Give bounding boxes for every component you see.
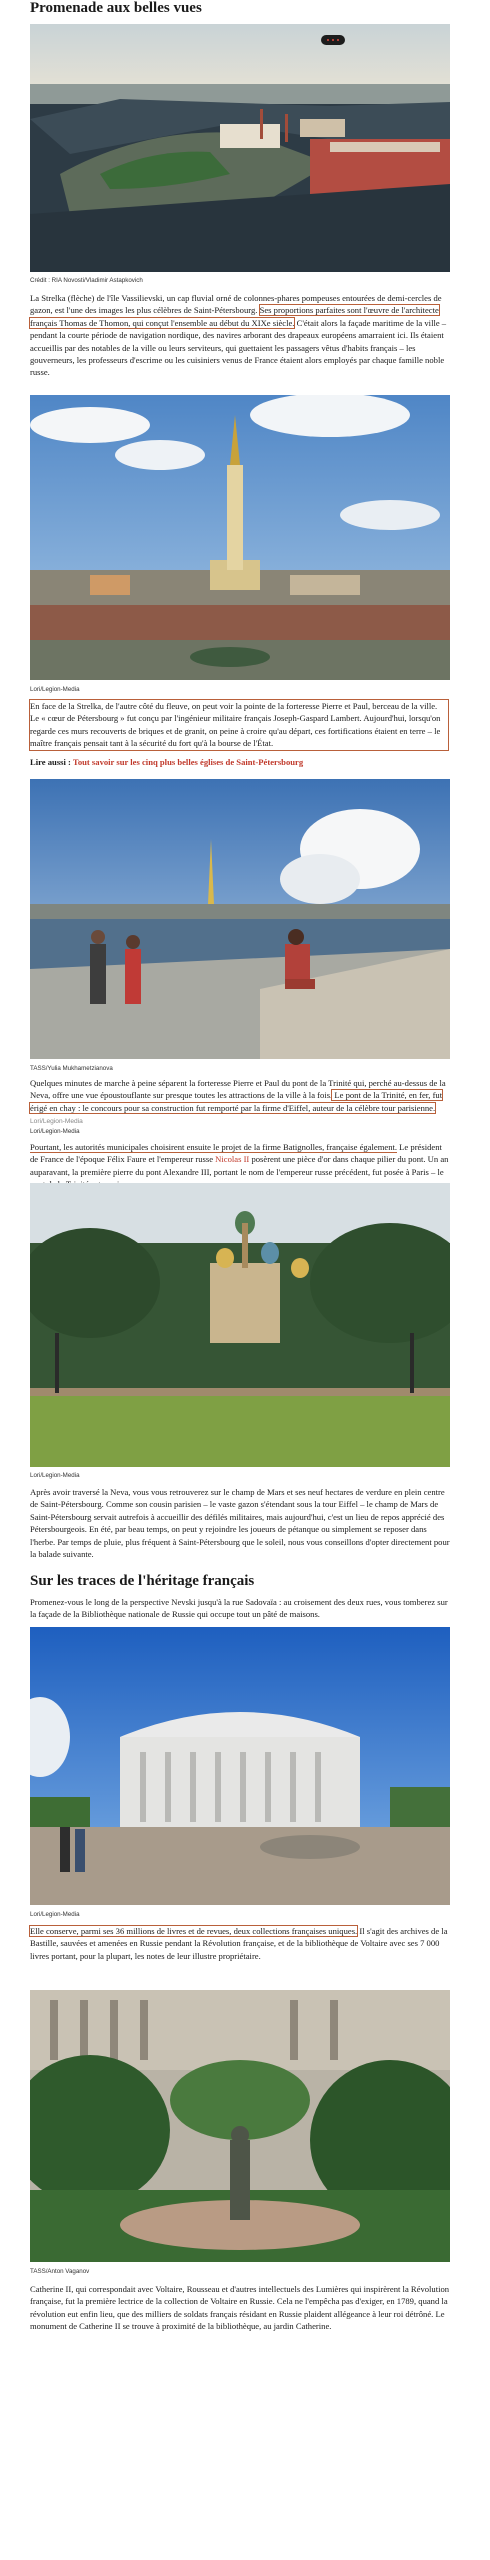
paragraph-collections: Elle conserve, parmi ses 36 millions de livres et de revues, deux collections françaises uniques. Il s'agit des archives de la Bastille, sauvées et amenées en Russie pendant la Révolution française, et de la bibliothèque de Voltaire avec ses 7 000 livres portant, pour la plupart, les notes de leur illustre propriétaire. <box>30 1926 448 1961</box>
photo-credit: Lori/Legion-Media <box>30 1911 80 1918</box>
paragraph-nevsky: Promenez-vous le long de la perspective Nevski jusqu'à la rue Sadovaïa : au croisement des deux rues, vous tomberez sur la façade de la Bibliothèque nationale de Russie qui occupe tout un pâté de maisons. <box>30 1597 448 1620</box>
section-title-promenade: Promenade aux belles vues <box>30 0 202 16</box>
highlight-collections: Elle conserve, parmi ses 36 millions de livres et de revues, deux collections françaises uniques. <box>30 1926 358 1936</box>
photo-credit: Lori/Legion-Media <box>30 686 80 693</box>
read-also-link[interactable]: Tout savoir sur les cinq plus belles églises de Saint-Pétersbourg <box>72 757 304 767</box>
photo-fortress <box>30 395 450 680</box>
photo-credit: Crédit : RIA Novosti/Vladimir Astapkovich <box>30 277 143 284</box>
photo-credit: TASS/Yulia Mukhametzianova <box>30 1065 113 1072</box>
paragraph-fortress: En face de la Strelka, de l'autre côté du fleuve, on peut voir la pointe de la forteresse Pierre et Paul, berceau de la ville. Le « cœur de Pétersbourg » fut conçu par l'ingénieur militaire français Joseph-Gaspard Lambert. Aujourd'hui, lorsqu'on regarde ces murs recouverts de briques et de granit, on peine à croire qu'au départ, ces fortifications étaient en terre – le maître français pensait tant à la sécurité du fort qu'à la bourse de l'État. <box>30 700 448 750</box>
read-also: Lire aussi : Tout savoir sur les cinq plus belles églises de Saint-Pétersbourg <box>30 757 304 767</box>
photo-library <box>30 1627 450 1905</box>
paragraph-catherine: Catherine II, qui correspondait avec Voltaire, Rousseau et d'autres intellectuels des Lumières qui inspirèrent la Révolution française, fut la première lectrice de la collection de Voltaire en Russie. Cela ne l'empêcha pas d'exiger, en 1789, quand la révolution eut enfin lieu, que des milliers de soldats français résidant en Russie plaident allégeance à leur roi détrôné. Le monument de Catherine II se trouve à proximité de la bibliothèque, au jardin Catherine. <box>30 2284 450 2332</box>
photo-embankment <box>30 779 450 1059</box>
highlight-thomas-de-thomon: Ses proportions parfaites sont l'œuvre de l'architecte français Thomas de Thomon, qui conçut l'ensemble au début du XIXe siècle. <box>30 305 439 328</box>
paragraph-strelka: La Strelka (flèche) de l'île Vassilievski, un cap fluvial orné de colonnes-phares pompeuses entourées de demi-cercles de gazon, est l'une des images les plus célèbres de Saint-Pétersbourg. Ses proportions parfaites sont l'œuvre de l'architecte français Thomas de Thomon, qui conçut l'ensemble au début du XIXe siècle. C'était alors la façade maritime de la ville – pendant la courte période de navigation nordique, des navires arborant des drapeaux européens amarraient ici. Ils étaient accueillis par des notables de la ville ou leurs serviteurs, qui guettaient les passagers vêtus d'habits français – les gouverneurs, les professeurs d'escrime ou les cuisiniers venus de France étaient alors employés par chaque famille noble russe. <box>30 293 447 378</box>
paragraph-bridge: Quelques minutes de marche à peine séparent la forteresse Pierre et Paul du pont de la Trinité qui, perché au-dessus de la Neva, offre une vue époustouflante sur presque toutes les attractions de la ville à la fois. Le pont de la Trinité, en fer, fut érigé en chay : le concours pour sa construction fut remporté par la firme d'Eiffel, auteur de la célèbre tour parisienne. <box>30 1078 446 1113</box>
nicolas-ii-link[interactable]: Nicolas II <box>215 1154 250 1165</box>
photo-catherine-garden <box>30 1990 450 2262</box>
photo-credit: TASS/Anton Vaganov <box>30 2268 90 2275</box>
underline-batignolles: Pourtant, les autorités municipales choisirent ensuite le projet de la firme Batignolles, française également. <box>30 1142 398 1152</box>
more-dots-icon[interactable] <box>321 35 345 45</box>
highlight-eiffel: Le pont de la Trinité, en fer, fut érigé en chay : le concours pour sa construction fut remporté par la firme d'Eiffel, auteur de la célèbre tour parisienne. <box>30 1090 443 1113</box>
photo-credit: Lori/Legion-Media <box>30 1128 80 1135</box>
photo-strelka <box>30 24 450 272</box>
section-title-heritage: Sur les traces de l'héritage français <box>30 1573 255 1589</box>
photo-field-of-mars <box>30 1183 450 1467</box>
photo-credit: Lori/Legion-Media <box>30 1118 83 1125</box>
photo-credit: Lori/Legion-Media <box>30 1472 80 1479</box>
paragraph-field-of-mars: Après avoir traversé la Neva, vous vous retrouverez sur le champ de Mars et ses neuf hectares de verdure en plein centre de Saint-Pétersbourg. Comme son cousin parisien – le vaste gazon s'étendant sous la tour Eiffel – le champ de Mars de Saint-Pétersbourg servait autrefois à accueillir des défilés militaires, mais aujourd'hui, c'est un lieu de repos apprécié des Pétersbourgeois. En été, par beau temps, on peut y rejoindre les joueurs de pétanque ou simplement se reposer dans l'herbe. Par temps de pluie, plus fréquent à Saint-Pétersbourg que le soleil, nous vous conseillons d'opter directement pour la balade suivante. <box>30 1487 450 1560</box>
paragraph-batignolles: Pourtant, les autorités municipales choisirent ensuite le projet de la firme Batignolles, française également. Le président de France de l'époque Félix Faure et l'empereur russe Nicolas II posèrent une pièce d'or dans chaque pilier du pont. Un an auparavant, la première pierre du pont Alexandre III, portant le nom de l'empereur russe précédent, fut posée à Paris – le <box>30 1142 449 1177</box>
